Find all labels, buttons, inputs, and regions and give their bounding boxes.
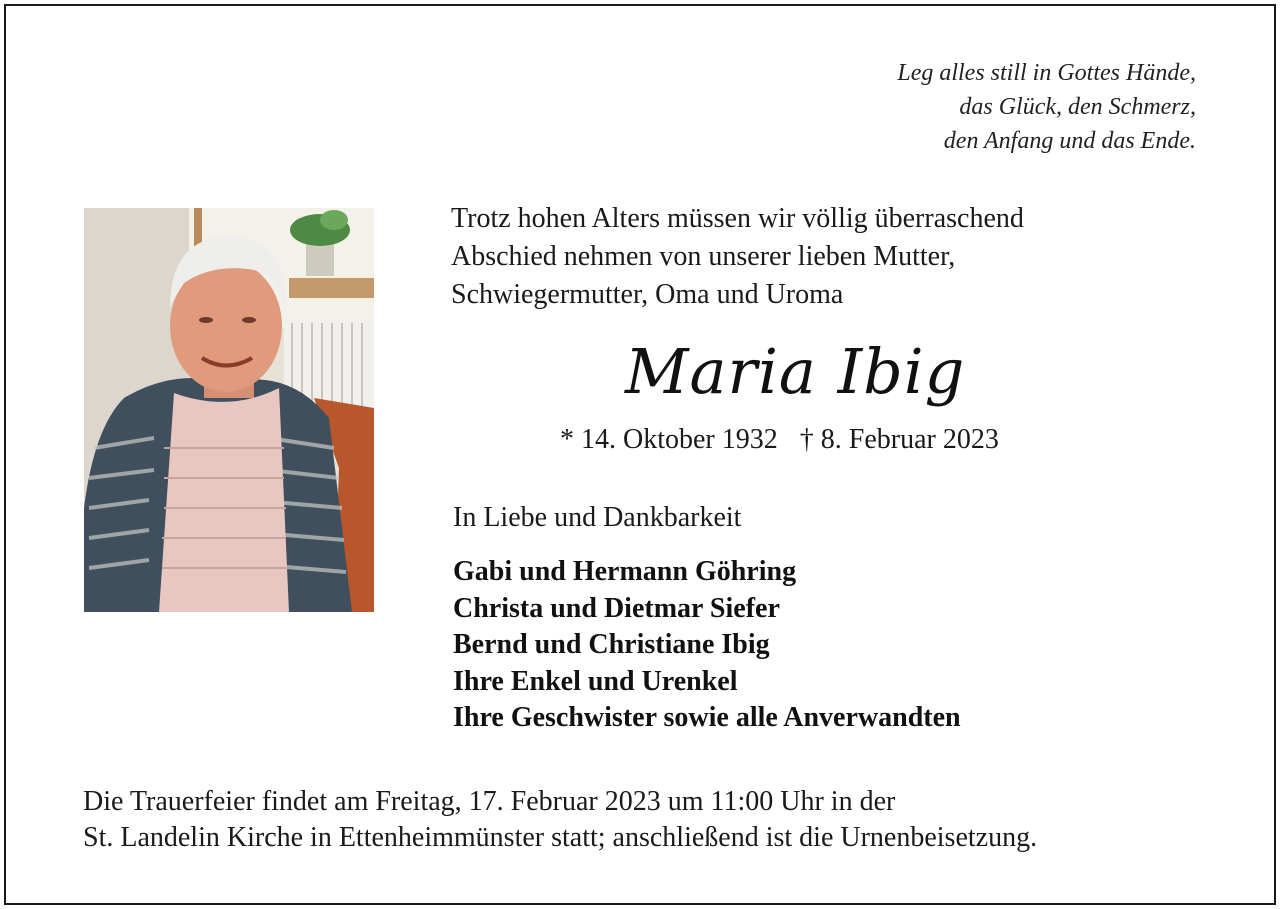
- thanks-line: In Liebe und Dankbarkeit: [453, 502, 742, 533]
- mourners-list: [453, 554, 961, 737]
- service-line: St. Landelin Kirche in Ettenheimmünster statt; anschließend ist die Urnenbeisetzung.: [83, 822, 1038, 853]
- mourner-entry: Ihre Geschwister sowie alle Anverwandten: [453, 702, 961, 733]
- motto-line: das Glück, den Schmerz,: [959, 94, 1196, 120]
- intro-line: Trotz hohen Alters müssen wir völlig überraschend: [451, 203, 1024, 234]
- mourner-entry: Gabi und Hermann Göhring: [453, 556, 797, 587]
- intro-line: Schwiegermutter, Oma und Uroma: [451, 279, 844, 310]
- death-date: † 8. Februar 2023: [799, 424, 999, 455]
- intro-text: [451, 200, 1024, 314]
- service-line: Die Trauerfeier findet am Freitag, 17. Februar 2023 um 11:00 Uhr in der: [83, 786, 896, 817]
- mourner-entry: Bernd und Christiane Ibig: [453, 629, 770, 660]
- motto-line: Leg alles still in Gottes Hände,: [897, 60, 1196, 86]
- motto-line: den Anfang und das Ende.: [943, 128, 1196, 154]
- deceased-name: Maria Ibig: [625, 335, 966, 408]
- life-dates: [560, 420, 999, 460]
- birth-date: * 14. Oktober 1932: [560, 424, 778, 455]
- mourner-entry: Ihre Enkel und Urenkel: [453, 665, 738, 697]
- service-info: [83, 784, 1037, 856]
- motto-verse: [897, 56, 1196, 158]
- mourner-entry: Christa und Dietmar Siefer: [453, 592, 780, 624]
- portrait-photo: [84, 208, 374, 612]
- intro-line: Abschied nehmen von unserer lieben Mutter,: [451, 241, 956, 272]
